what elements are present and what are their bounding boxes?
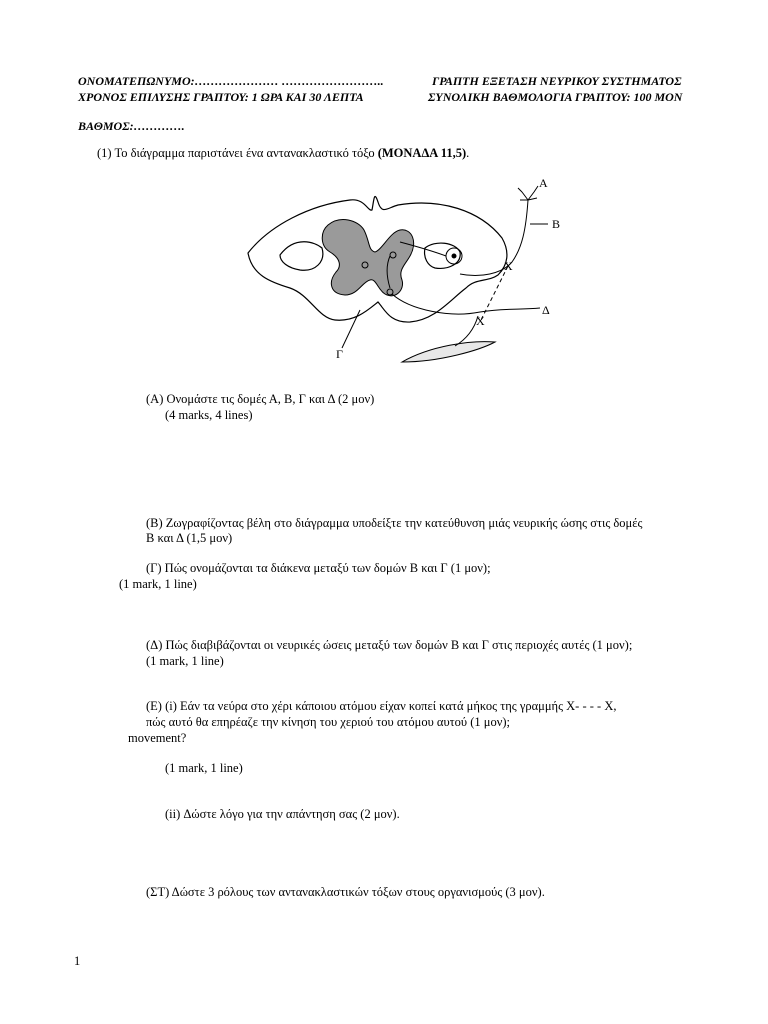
- part-d-note: (1 mark, 1 line): [146, 654, 224, 668]
- label-b: Β: [552, 217, 561, 231]
- label-delta: Δ: [542, 303, 550, 317]
- label-gamma: Γ: [336, 347, 343, 361]
- question-1-marks: (ΜΟΝΑΔΑ 11,5): [377, 146, 467, 160]
- part-b-question-line2: Β και Δ (1,5 μον): [146, 531, 233, 545]
- part-e-note: (1 mark, 1 line): [165, 761, 243, 775]
- reflex-arc-diagram: [240, 170, 580, 370]
- part-c-question: (Γ) Πώς ονομάζονται τα διάκενα μεταξύ των δομών Β και Γ (1 μον);: [146, 561, 491, 575]
- sensory-neuron: [460, 200, 528, 276]
- question-1-intro: [97, 145, 469, 161]
- part-f-question: (ΣΤ) Δώστε 3 ρόλους των αντανακλαστικών τόξων στους οργανισμούς (3 μον).: [146, 885, 545, 899]
- question-1-period: .: [466, 146, 470, 160]
- part-e2-question: (ii) Δώστε λόγο για την απάντηση σας (2 μον).: [165, 807, 400, 821]
- part-d-question: (Δ) Πώς διαβιβάζονται οι νευρικές ώσεις μεταξύ των δομών Β και Γ στις περιοχές αυτές (1 μον);: [146, 638, 633, 652]
- duration-label: ΧΡΟΝΟΣ ΕΠΙΛΥΣΗΣ ΓΡΑΠΤΟΥ: 1 ΩΡΑ ΚΑΙ 30 ΛΕΠΤΑ: [78, 90, 364, 104]
- motor-neuron: [392, 294, 540, 314]
- name-field-label: ΟΝΟΜΑΤΕΠΩΝΥΜΟ:………………… ……………………..: [78, 74, 384, 88]
- label-a: Α: [539, 176, 548, 190]
- receptor-branches: [518, 186, 538, 200]
- grade-label: ΒΑΘΜΟΣ:………….: [78, 119, 185, 133]
- total-score-label: ΣΥΝΟΛΙΚΗ ΒΑΘΜΟΛΟΓΙΑ ΓΡΑΠΤΟΥ: 100 ΜΟΝ: [428, 90, 683, 104]
- part-a-note: (4 marks, 4 lines): [165, 408, 253, 422]
- part-e-question-line3: movement?: [128, 731, 187, 745]
- question-1-text: (1) Το διάγραμμα παριστάνει ένα αντανακλαστικό τόξο: [97, 146, 378, 160]
- part-e-question-line1: (Ε) (i) Εάν τα νεύρα στο χέρι κάποιου ατόμου είχαν κοπεί κατά μήκος της γραμμής Χ- - - - Χ,: [146, 699, 617, 713]
- page-number: 1: [74, 954, 81, 968]
- muscle-effector: [402, 342, 495, 362]
- part-c-note: (1 mark, 1 line): [119, 577, 197, 591]
- grey-matter: [322, 220, 413, 296]
- label-x-bottom: Χ: [476, 314, 485, 328]
- part-a-question: (Α) Ονομάστε τις δομές Α, Β, Γ και Δ (2 μον): [146, 392, 375, 406]
- part-b-question-line1: (Β) Ζωγραφίζοντας βέλη στο διάγραμμα υποδείξτε την κατεύθυνση μιάς νευρικής ώσης στις δομές: [146, 516, 643, 530]
- exam-title: ΓΡΑΠΤΗ ΕΞΕΤΑΣΗ ΝΕΥΡΙΚΟΥ ΣΥΣΤΗΜΑΤΟΣ: [432, 74, 682, 88]
- label-x-top: Χ: [504, 259, 513, 273]
- part-e-question-line2: πώς αυτό θα επηρέαζε την κίνηση του χεριού του ατόμου αυτού (1 μον);: [146, 715, 511, 729]
